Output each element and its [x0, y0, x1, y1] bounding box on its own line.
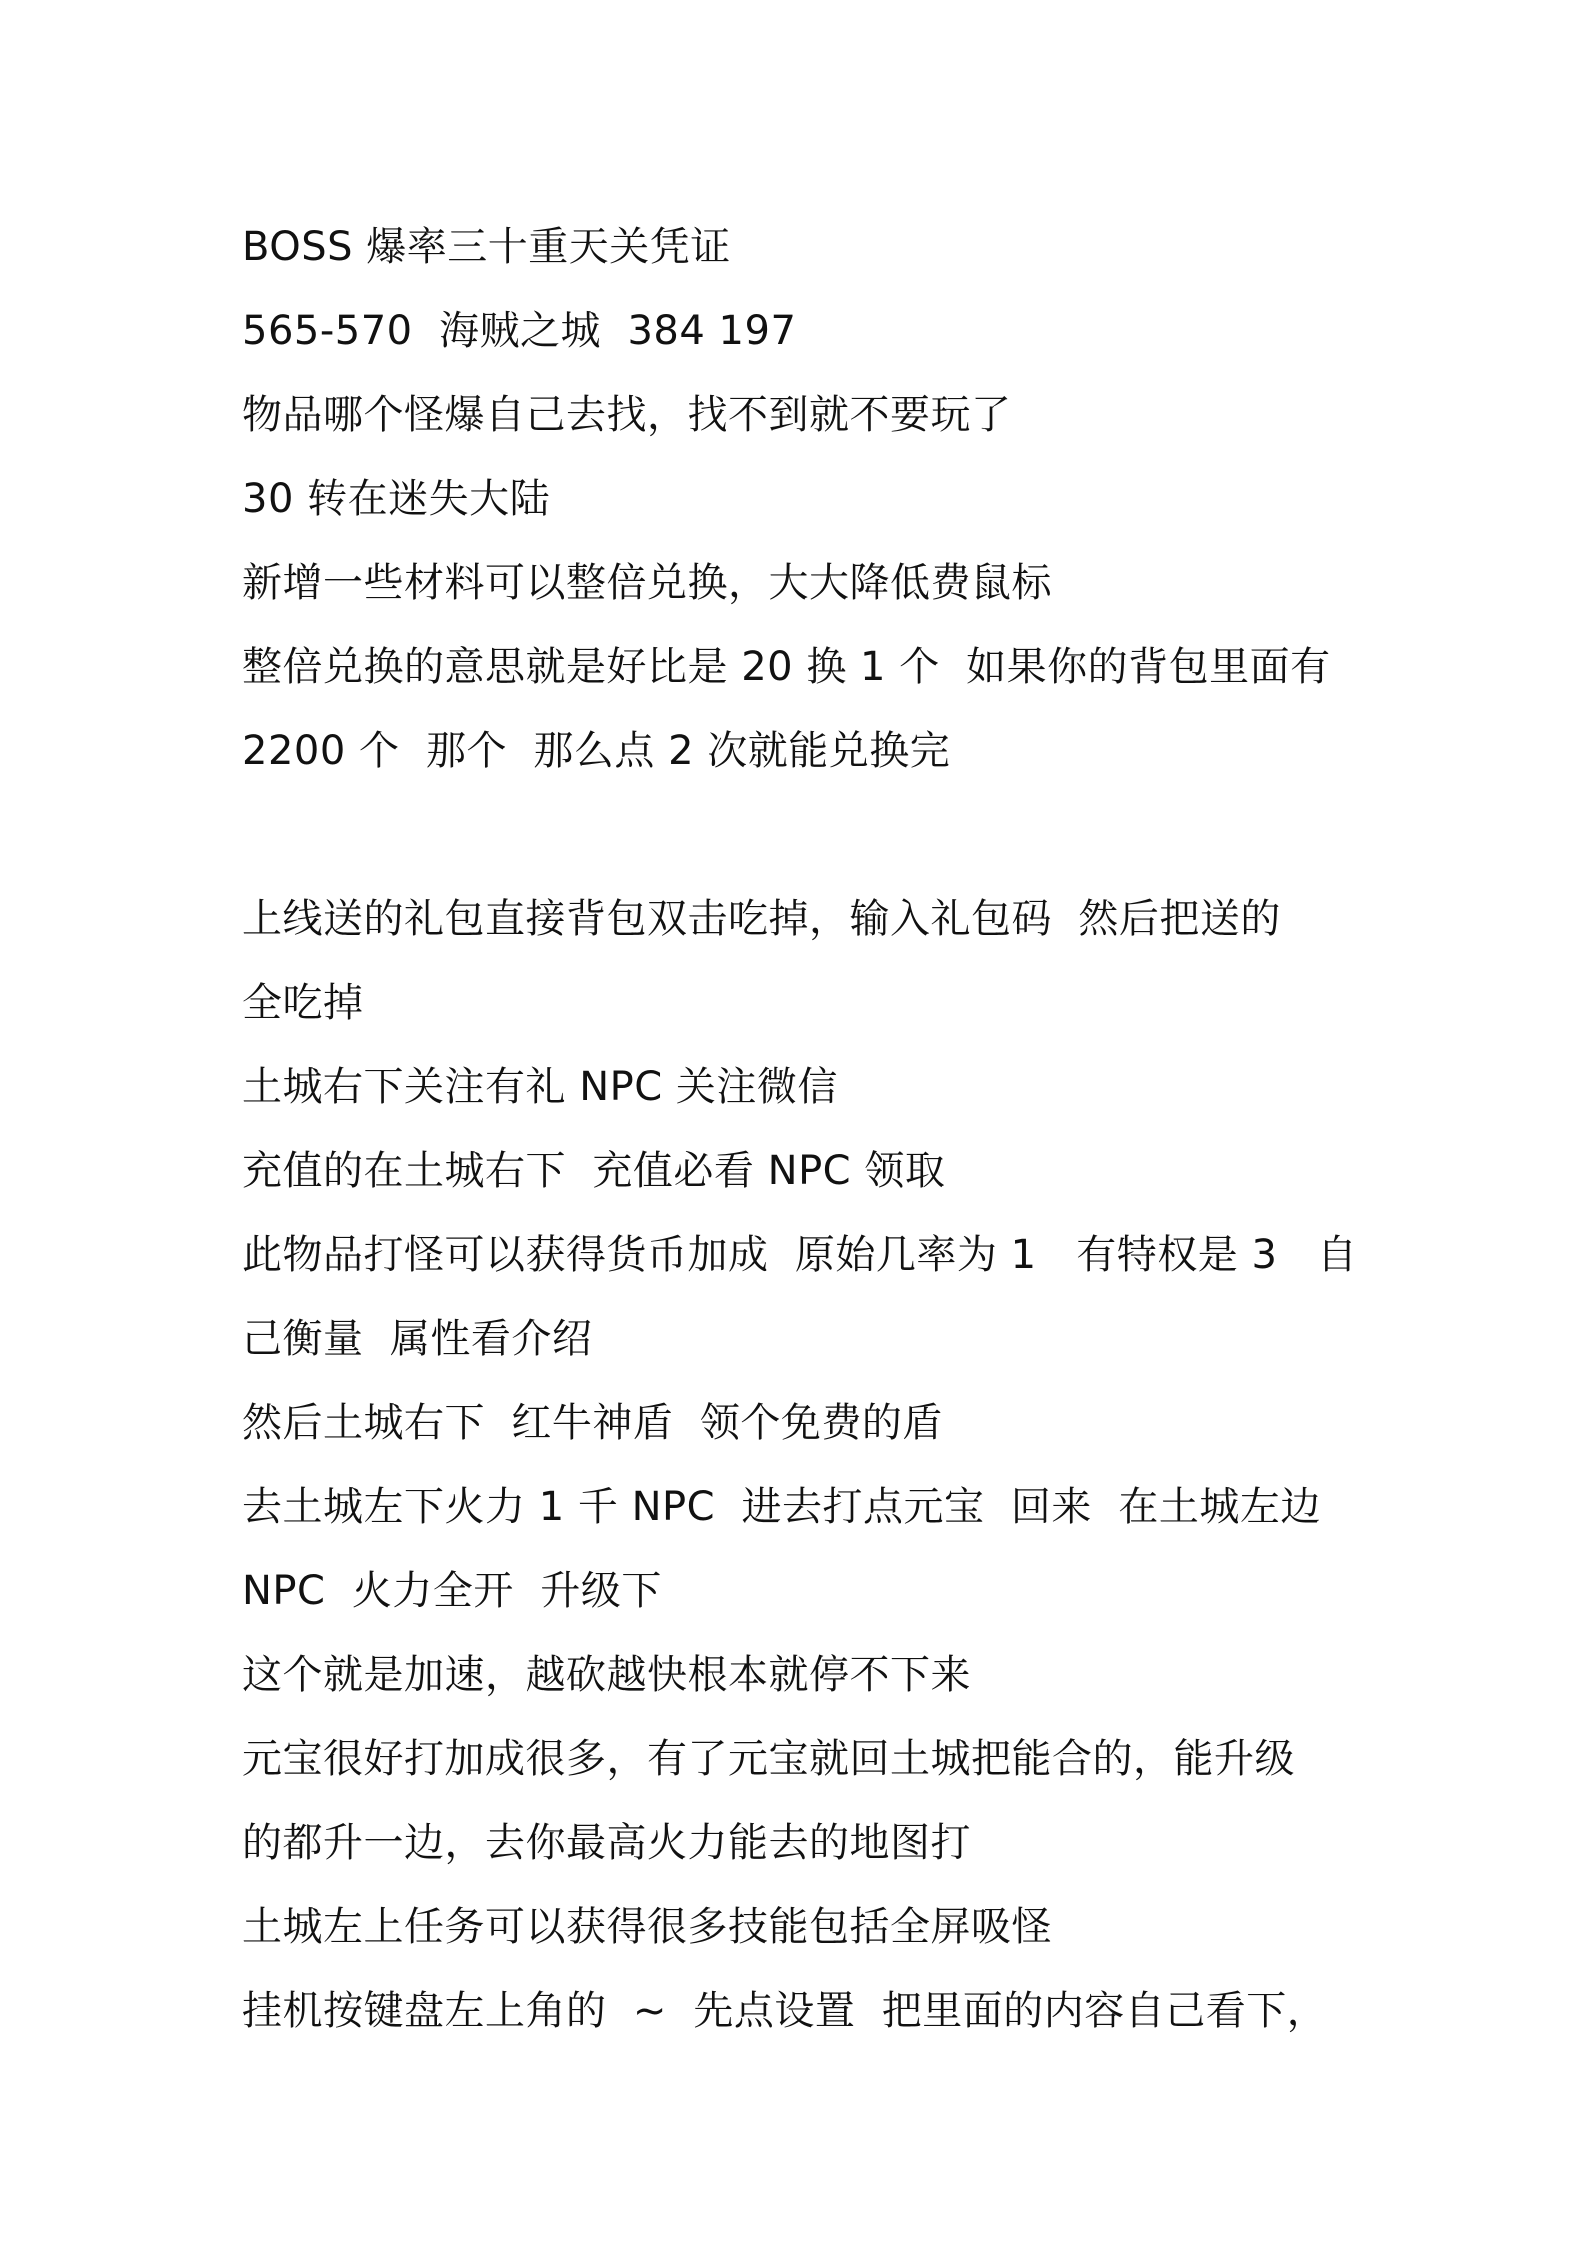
text-line: 然后土城右下 红牛神盾 领个免费的盾	[242, 1400, 943, 1446]
paragraph-gap	[242, 793, 1362, 877]
text-line: 己衡量 属性看介绍	[242, 1316, 593, 1362]
text-line: 土城右下关注有礼 NPC 关注微信	[242, 1064, 838, 1110]
text-line: 充值的在土城右下 充值必看 NPC 领取	[242, 1148, 946, 1194]
text-line: 2200 个 那个 那么点 2 次就能兑换完	[242, 728, 951, 774]
document-body	[242, 205, 1362, 2053]
text-line: 整倍兑换的意思就是好比是 20 换 1 个 如果你的背包里面有	[242, 644, 1331, 690]
text-line: 去土城左下火力 1 千 NPC 进去打点元宝 回来 在土城左边	[242, 1484, 1321, 1530]
text-line: 物品哪个怪爆自己去找，找不到就不要玩了	[242, 392, 1012, 438]
text-line: 新增一些材料可以整倍兑换，大大降低费鼠标	[242, 560, 1052, 606]
text-line: NPC 火力全开 升级下	[242, 1568, 662, 1614]
text-line: 30 转在迷失大陆	[242, 476, 551, 522]
text-line: 挂机按键盘左上角的 ~ 先点设置 把里面的内容自己看下，	[242, 1988, 1328, 2034]
text-line: BOSS 爆率三十重天关凭证	[242, 224, 731, 270]
text-line: 这个就是加速，越砍越快根本就停不下来	[242, 1652, 971, 1698]
text-line: 的都升一边，去你最高火力能去的地图打	[242, 1820, 971, 1866]
text-line: 565-570 海贼之城 384 197	[242, 308, 797, 354]
text-line: 土城左上任务可以获得很多技能包括全屏吸怪	[242, 1904, 1052, 1950]
text-line: 元宝很好打加成很多，有了元宝就回土城把能合的，能升级	[242, 1736, 1295, 1782]
text-line: 此物品打怪可以获得货币加成 原始几率为 1 有特权是 3 自	[242, 1232, 1358, 1278]
text-line: 全吃掉	[242, 980, 364, 1026]
text-line: 上线送的礼包直接背包双击吃掉，输入礼包码 然后把送的	[242, 896, 1281, 942]
